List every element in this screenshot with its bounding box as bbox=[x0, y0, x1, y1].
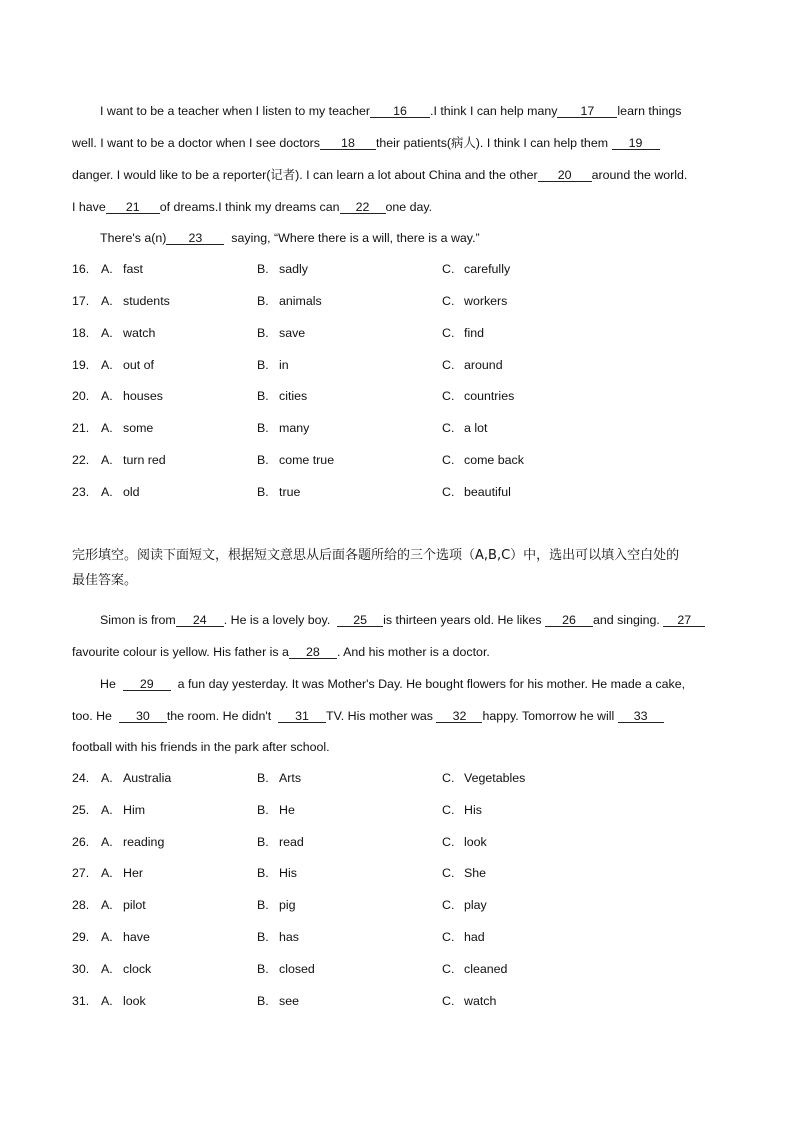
passage2-line5: football with his friends in the park after school. bbox=[72, 740, 330, 754]
question-number: 17. bbox=[72, 294, 90, 308]
question-row bbox=[72, 834, 724, 850]
section-instructions: 完形填空。阅读下面短文，根据短文意思从后面各题所给的三个选项（A,B,C）中，选出可以填入空白处的 最佳答案。 bbox=[72, 548, 680, 588]
option-a[interactable]: A. out of bbox=[101, 358, 155, 372]
question-number: 24. bbox=[72, 771, 90, 785]
option-c[interactable]: C. play bbox=[442, 898, 487, 912]
option-c[interactable]: C. She bbox=[442, 866, 487, 880]
option-c[interactable]: C. carefully bbox=[442, 262, 511, 276]
option-c[interactable]: C. His bbox=[442, 803, 482, 817]
option-b[interactable]: B. His bbox=[257, 866, 297, 880]
option-c[interactable]: C. workers bbox=[442, 294, 508, 308]
option-c[interactable]: C. Vegetables bbox=[442, 771, 526, 785]
option-b[interactable]: B. see bbox=[257, 994, 299, 1008]
option-c[interactable]: C. had bbox=[442, 930, 485, 944]
question-row bbox=[72, 452, 724, 468]
option-a[interactable]: A. Her bbox=[101, 866, 143, 880]
blank-25[interactable]: 25 bbox=[337, 614, 383, 627]
question-number: 29. bbox=[72, 930, 90, 944]
question-row bbox=[72, 484, 724, 500]
passage2-line2: favourite colour is yellow. His father is a 28 . And his mother is a doctor. bbox=[72, 645, 490, 659]
question-row bbox=[72, 929, 724, 945]
blank-32[interactable]: 32 bbox=[436, 710, 482, 723]
blank-16[interactable]: 16 bbox=[370, 105, 430, 118]
question-number: 18. bbox=[72, 326, 90, 340]
blank-20[interactable]: 20 bbox=[538, 169, 592, 182]
question-number: 22. bbox=[72, 453, 90, 467]
blank-23[interactable]: 23 bbox=[166, 232, 224, 245]
question-row bbox=[72, 293, 724, 309]
question-row bbox=[72, 993, 724, 1009]
blank-17[interactable]: 17 bbox=[557, 105, 617, 118]
question-row bbox=[72, 770, 724, 786]
option-c[interactable]: C. look bbox=[442, 835, 487, 849]
option-c[interactable]: C. a lot bbox=[442, 421, 488, 435]
option-c[interactable]: C. beautiful bbox=[442, 485, 511, 499]
question-number: 23. bbox=[72, 485, 90, 499]
question-number: 30. bbox=[72, 962, 90, 976]
question-number: 25. bbox=[72, 803, 90, 817]
question-row bbox=[72, 897, 724, 913]
option-a[interactable]: A. pilot bbox=[101, 898, 146, 912]
passage2-line3: He 29 a fun day yesterday. It was Mother's Day. He bought flowers for his mother. He made a cake, bbox=[100, 677, 686, 691]
option-b[interactable]: B. true bbox=[257, 485, 301, 499]
blank-24[interactable]: 24 bbox=[176, 614, 224, 627]
option-b[interactable]: B. save bbox=[257, 326, 306, 340]
blank-29[interactable]: 29 bbox=[123, 678, 171, 691]
option-c[interactable]: C. come back bbox=[442, 453, 524, 467]
passage1-line4: I have 21 of dreams.I think my dreams can 22 one day. bbox=[72, 200, 433, 214]
option-c[interactable]: C. watch bbox=[442, 994, 497, 1008]
passage2-line4: too. He 30 the room. He didn't 31 TV. His mother was 32 happy. Tomorrow he will 33 bbox=[72, 709, 724, 723]
blank-27[interactable]: 27 bbox=[663, 614, 705, 627]
option-a[interactable]: A. reading bbox=[101, 835, 165, 849]
option-a[interactable]: A. fast bbox=[101, 262, 143, 276]
question-number: 21. bbox=[72, 421, 90, 435]
option-a[interactable]: A. have bbox=[101, 930, 150, 944]
passage1-line3: danger. I would like to be a reporter(记者). I can learn a lot about China and the other 20 around the world. bbox=[72, 168, 688, 182]
question-row bbox=[72, 420, 724, 436]
option-a[interactable]: A. students bbox=[101, 294, 170, 308]
option-c[interactable]: C. around bbox=[442, 358, 503, 372]
question-number: 28. bbox=[72, 898, 90, 912]
passage1-line1: I want to be a teacher when I listen to my teacher 16 .I think I can help many 17 learn things bbox=[100, 104, 682, 118]
blank-19[interactable]: 19 bbox=[612, 137, 660, 150]
option-a[interactable]: A. Him bbox=[101, 803, 146, 817]
passage1-line2: well. I want to be a doctor when I see doctors 18 their patients(病人). I think I can help them 19 bbox=[72, 136, 724, 150]
option-b[interactable]: B. sadly bbox=[257, 262, 308, 276]
option-a[interactable]: A. clock bbox=[101, 962, 152, 976]
option-b[interactable]: B. many bbox=[257, 421, 310, 435]
blank-26[interactable]: 26 bbox=[545, 614, 593, 627]
blank-33[interactable]: 33 bbox=[618, 710, 664, 723]
option-c[interactable]: C. find bbox=[442, 326, 484, 340]
question-row bbox=[72, 357, 724, 373]
blank-22[interactable]: 22 bbox=[340, 201, 386, 214]
option-b[interactable]: B. pig bbox=[257, 898, 296, 912]
option-b[interactable]: B. come true bbox=[257, 453, 335, 467]
passage2-line1: Simon is from 24 . He is a lovely boy. 25 is thirteen years old. He likes 26 and singing. 27 bbox=[100, 613, 752, 627]
question-row bbox=[72, 802, 724, 818]
question-number: 26. bbox=[72, 835, 90, 849]
option-b[interactable]: B. Arts bbox=[257, 771, 302, 785]
blank-18[interactable]: 18 bbox=[320, 137, 376, 150]
option-b[interactable]: B. has bbox=[257, 930, 299, 944]
question-row bbox=[72, 865, 724, 881]
option-c[interactable]: C. countries bbox=[442, 389, 515, 403]
question-row bbox=[72, 388, 724, 404]
option-b[interactable]: B. in bbox=[257, 358, 289, 372]
option-a[interactable]: A. Australia bbox=[101, 771, 172, 785]
blank-21[interactable]: 21 bbox=[106, 201, 160, 214]
option-b[interactable]: B. read bbox=[257, 835, 304, 849]
question-number: 20. bbox=[72, 389, 90, 403]
option-b[interactable]: B. cities bbox=[257, 389, 308, 403]
passage1-line5: There's a(n) 23 saying, “Where there is a will, there is a way.” bbox=[100, 231, 480, 245]
option-b[interactable]: B. closed bbox=[257, 962, 315, 976]
question-number: 31. bbox=[72, 994, 90, 1008]
blank-28[interactable]: 28 bbox=[289, 646, 337, 659]
blank-31[interactable]: 31 bbox=[278, 710, 326, 723]
option-a[interactable]: A. watch bbox=[101, 326, 156, 340]
option-b[interactable]: B. He bbox=[257, 803, 295, 817]
option-a[interactable]: A. look bbox=[101, 994, 146, 1008]
option-a[interactable]: A. old bbox=[101, 485, 140, 499]
blank-30[interactable]: 30 bbox=[119, 710, 167, 723]
question-number: 16. bbox=[72, 262, 90, 276]
question-number: 19. bbox=[72, 358, 90, 372]
option-c[interactable]: C. cleaned bbox=[442, 962, 508, 976]
question-row bbox=[72, 261, 724, 277]
question-row bbox=[72, 325, 724, 341]
option-a[interactable]: A. houses bbox=[101, 389, 163, 403]
option-a[interactable]: A. some bbox=[101, 421, 154, 435]
option-a[interactable]: A. turn red bbox=[101, 453, 166, 467]
question-row bbox=[72, 961, 724, 977]
question-number: 27. bbox=[72, 866, 90, 880]
option-b[interactable]: B. animals bbox=[257, 294, 322, 308]
